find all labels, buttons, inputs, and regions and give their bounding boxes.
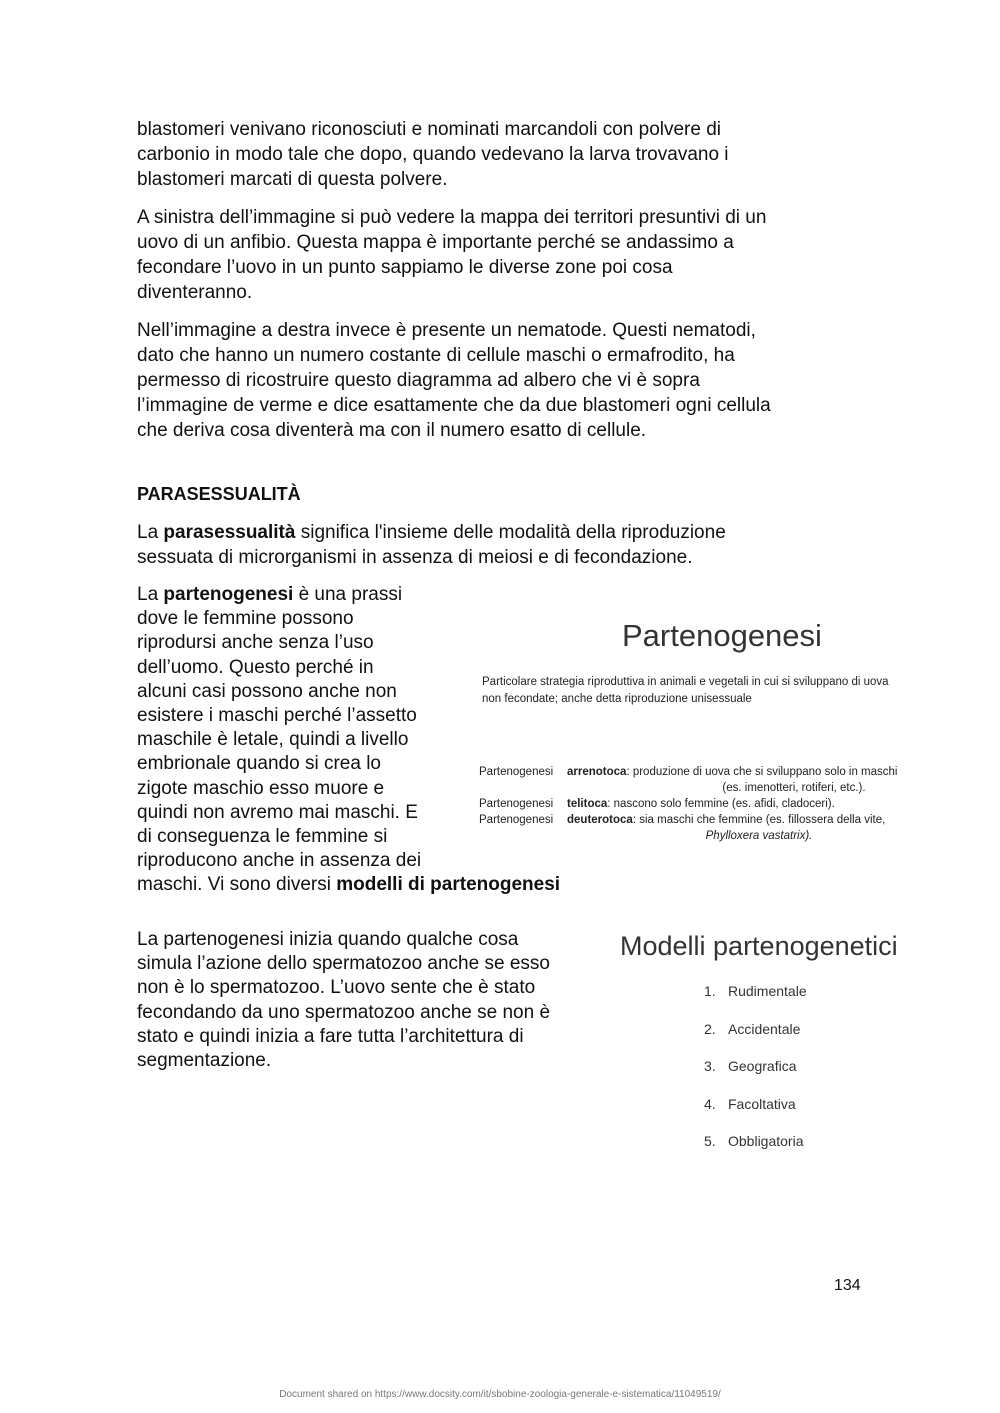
text-line: carbonio in modo tale che dopo, quando vedevano la larva trovavano i: [137, 144, 729, 165]
type-row-arrenotoca: [479, 764, 979, 780]
text-line: blastomeri venivano riconosciuti e nominati marcandoli con polvere di: [137, 119, 722, 140]
bold-term: modelli di partenogenesi: [336, 874, 561, 896]
text-line: Particolare strategia riproduttiva in animali e vegetali in cui si sviluppano di uova: [482, 676, 889, 688]
list-item: [704, 1132, 807, 1170]
text-line: alcuni casi possono anche non: [137, 680, 397, 702]
list-item: [704, 1095, 807, 1133]
text-line: stato e quindi inizia a fare tutta l’architettura di: [137, 1025, 524, 1047]
type-continuation: Phylloxera vastatrix).: [705, 830, 813, 842]
paragraph-parasessualita: [137, 520, 726, 570]
text-line: Nell’immagine a destra invece è presente un nematode. Questi nematodi,: [137, 320, 756, 341]
item-label: Facoltativa: [728, 1095, 796, 1112]
type-prefix: Partenogenesi: [479, 798, 554, 810]
bold-term: partenogenesi: [163, 584, 294, 605]
text-line: non fecondate; anche detta riproduzione unisessuale: [482, 693, 752, 705]
text-run: significa l'insieme delle modalità della riproduzione: [295, 522, 726, 543]
list-item: [704, 1057, 807, 1095]
text-line: fecondare l’uovo in un punto sappiamo le diverse zone poi cosa: [137, 257, 673, 278]
text-line: dove le femmine possono: [137, 608, 354, 630]
text-line: di conseguenza le femmine si: [137, 826, 388, 848]
text-line: l’immagine de verme e dice esattamente che da due blastomeri ogni cellula: [137, 395, 771, 416]
page-number: 134: [834, 1277, 861, 1294]
slide-title: Modelli partenogenetici: [620, 931, 898, 961]
text-line: [137, 520, 726, 545]
item-label: Geografica: [728, 1058, 797, 1074]
text-line: quindi non avremo mai maschi. E: [137, 801, 418, 823]
text-line: blastomeri marcati di questa polvere.: [137, 169, 448, 190]
type-row-telitoca: [479, 796, 979, 812]
slide-partenogenesi: [472, 612, 982, 847]
paragraph-mappa: [137, 205, 766, 305]
type-continuation: (es. imenotteri, rotiferi, etc.).: [722, 782, 866, 794]
type-prefix: Partenogenesi: [479, 766, 554, 778]
text-line: che deriva cosa diventerà ma con il numero esatto di cellule.: [137, 420, 647, 441]
text-line: fecondando da uno spermatozoo anche se non è: [137, 1001, 551, 1023]
text-line: diventeranno.: [137, 282, 253, 303]
item-number: 5.: [704, 1133, 716, 1149]
item-number: 4.: [704, 1095, 716, 1112]
item-label: Accidentale: [728, 1020, 801, 1037]
text-line: dell’uomo. Questo perché in: [137, 656, 374, 678]
type-desc: : nascono solo femmine (es. afidi, cladoceri).: [607, 798, 835, 810]
text-run: La: [137, 584, 164, 605]
item-number: 1.: [704, 983, 716, 999]
text-line: A sinistra dell’immagine si può vedere la mappa dei territori presuntivi di un: [137, 207, 767, 228]
text-line: riproducono anche in assenza dei: [137, 850, 422, 872]
list-item: [704, 1020, 807, 1058]
type-prefix: Partenogenesi: [479, 814, 554, 826]
type-name: deuterotoca: [567, 814, 633, 826]
text-line: sessuata di microrganismi in assenza di meiosi e di fecondazione.: [137, 547, 693, 568]
paragraph-blastomeri: [137, 117, 729, 192]
type-desc: : sia maschi che femmine (es. fillossera della vite,: [632, 814, 886, 826]
text-line: embrionale quando si crea lo: [137, 753, 381, 775]
text-line: zigote maschio esso muore e: [137, 777, 385, 799]
paragraph-nematode: [137, 318, 771, 443]
text-line: [137, 873, 560, 897]
text-line: [137, 583, 560, 607]
models-list: [704, 982, 807, 1170]
list-item: [704, 982, 807, 1020]
text-line: segmentazione.: [137, 1050, 272, 1072]
type-name: telitoca: [567, 798, 608, 810]
text-line: permesso di ricostruire questo diagramma ad albero che vi è sopra: [137, 370, 700, 391]
text-run: La: [137, 522, 164, 543]
text-line: La partenogenesi inizia quando qualche cosa: [137, 929, 519, 950]
text-line: non è lo spermatozoo. L’uovo sente che è stato: [137, 977, 536, 999]
item-number: 2.: [704, 1020, 716, 1037]
footer-note[interactable]: Document shared on https://www.docsity.com/it/sbobine-zoologia-generale-e-sistematica/11049519/: [279, 1389, 721, 1400]
item-number: 3.: [704, 1058, 716, 1074]
type-name: arrenotoca: [567, 766, 627, 778]
text-line: simula l’azione dello spermatozoo anche se esso: [137, 953, 550, 975]
text-line: riprodursi anche senza l’uso: [137, 632, 374, 654]
bold-term: parasessualità: [163, 522, 296, 543]
paragraph-inizio: [137, 928, 550, 1073]
type-row-deuterotoca: [479, 812, 979, 828]
slide-modelli: [612, 920, 952, 1170]
type-desc: : produzione di uova che si sviluppano solo in maschi: [626, 766, 898, 778]
slide-types-list: [479, 764, 979, 844]
text-line: uovo di un anfibio. Questa mappa è importante perché se andassimo a: [137, 232, 734, 253]
item-label: Obbligatoria: [728, 1133, 804, 1149]
text-line: maschile è letale, quindi a livello: [137, 729, 409, 751]
text-run: maschi. Vi sono diversi: [137, 874, 337, 896]
text-run: è una prassi: [293, 584, 403, 605]
item-label: Rudimentale: [728, 983, 807, 999]
text-line: dato che hanno un numero costante di cellule maschi o ermafrodito, ha: [137, 345, 735, 366]
slide-definition: [482, 674, 977, 708]
section-heading: PARASESSUALITÀ: [137, 484, 301, 504]
text-line: esistere i maschi perché l’assetto: [137, 705, 417, 727]
slide-title: Partenogenesi: [622, 618, 822, 653]
